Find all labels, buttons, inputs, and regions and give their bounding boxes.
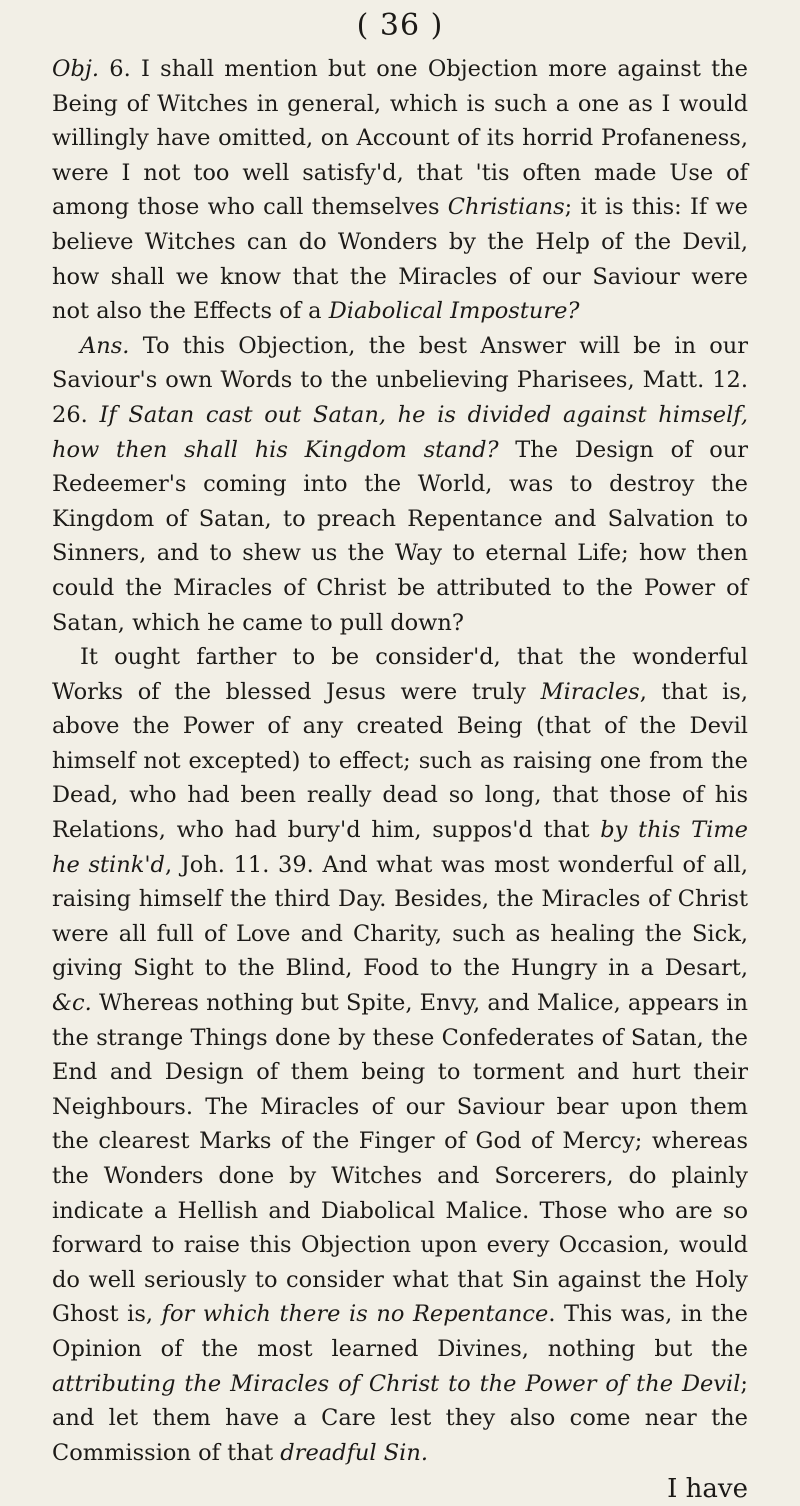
italic-text: for which there is no Repentance: [161, 1301, 549, 1328]
text-run: 6. I shall mention but one Objection more against the Being of Witches in general, which is such a one as I would willingly have omitted, on Account of its horrid Profaneness, were I not too well satisfy'd, that 'tis often made Use of among those who call themselves: [52, 56, 748, 221]
catchword: I have: [667, 1474, 748, 1505]
italic-text: attributing the Miracles of Christ to the Power of the Devil: [52, 1370, 741, 1397]
text-run: , Joh. 11. 39. And what was most wonderful of all, raising himself the third Day. Besides, the Miracles of Christ were all full of Love and Charity, such as healing the Sick, giving Sight to the Blind, Food to the Hungry in a Desart,: [52, 851, 748, 982]
text-run: To this Objection, the best Answer will be in our Saviour's own Words to the unbelieving Pharisees, Matt. 12. 26.: [52, 332, 748, 428]
paragraph: [52, 52, 748, 329]
text-run: ; and let them have a Care lest they also come near the Commission of that: [52, 1370, 748, 1466]
italic-text: &c.: [52, 990, 92, 1017]
body-text: [52, 52, 748, 1470]
page-number: ( 36 ): [356, 8, 444, 43]
text-run: . This was, in the Opinion of the most learned Divines, nothing but the: [52, 1301, 748, 1362]
paragraph: [52, 640, 748, 1470]
italic-text: dreadful Sin.: [280, 1439, 428, 1466]
italic-text: Christians: [447, 194, 565, 221]
italic-text: Diabolical Imposture?: [328, 298, 580, 325]
text-run: The Design of our Redeemer's coming into the World, was to destroy the Kingdom of Satan, to preach Repentance and Salvation to Sinners, and to shew us the Way to eternal Life; how then could the Miracles of Christ be attributed to the Power of Satan, which he came to pull down?: [52, 436, 748, 636]
italic-text: If Satan cast out Satan, he is divided against himself, how then shall his Kingdom stand?: [52, 401, 748, 463]
paragraph: [52, 329, 748, 640]
italic-text: by this Time he stink'd: [52, 817, 748, 878]
text-run: Whereas nothing but Spite, Envy, and Malice, appears in the strange Things done by these Confederates of Satan, the End and Design of them being to torment and hurt their Neighbours. The Miracles of our Saviour bear upon them the clearest Marks of the Finger of God of Mercy; whereas the Wonders done by Witches and Sorcerers, do plainly indicate a Hellish and Diabolical Malice. Those who are so forward to raise this Objection upon every Occasion, would do well seriously to consider what that Sin against the Holy Ghost is,: [52, 990, 748, 1328]
italic-text: Obj.: [52, 56, 99, 82]
italic-text: Ans.: [80, 332, 130, 359]
italic-text: Miracles: [540, 678, 640, 705]
text-run: , that is, above the Power of any created Being (that of the Devil himself not excepted) to effect; such as raising one from the Dead, who had been really dead so long, that those of his Relations, who had bury'd him, suppos'd that: [52, 678, 748, 844]
text-run: It ought farther to be consider'd, that the wonderful Works of the blessed Jesus were truly: [52, 644, 748, 705]
text-run: ; it is this: If we believe Witches can do Wonders by the Help of the Devil, how shall we know that the Miracles of our Saviour were not also the Effects of a: [52, 194, 748, 325]
